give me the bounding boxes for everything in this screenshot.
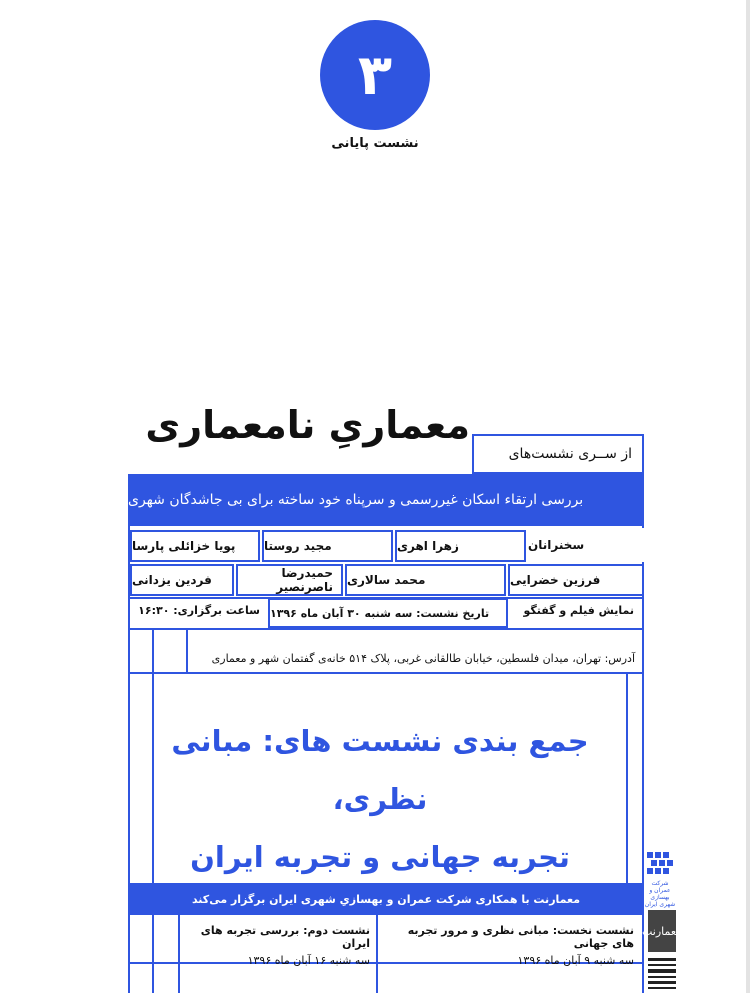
address: آدرس: تهران، میدان فلسطین، خیابان طالقانی غربی، پلاک ۵۱۴ خانه‌ی گفتمان شهر و معماری [211, 652, 635, 665]
memarnet-logo: معمارنت [648, 910, 676, 952]
divider [128, 672, 644, 674]
collaboration-text: معمارنت با همکاری شرکت عمران و بهسازیِ شهری ایران برگزار می‌کند [191, 892, 581, 906]
session-2-date: سه شنبه ۱۶ آبان ماه ۱۳۹۶ [247, 954, 370, 967]
session-label: نشست پایانی [331, 136, 419, 151]
session-number-badge [320, 20, 430, 130]
grid-logo-icon [643, 850, 677, 878]
session-2 [184, 924, 370, 967]
headline-line1: جمع بندی نشست های: مبانی نظری، [171, 724, 589, 816]
headline [134, 712, 626, 886]
page-edge [746, 0, 750, 993]
divider [376, 915, 378, 993]
speaker-cell: پویا خزائلی پارسا [130, 530, 260, 562]
subtitle-bar [128, 474, 644, 526]
session-1 [384, 924, 634, 967]
headline-line2: تجربه جهانی و تجربه ایران [190, 840, 570, 874]
divider [186, 628, 188, 672]
divider [152, 915, 154, 993]
series-label: از ســری نشست‌های [472, 434, 644, 474]
barcode-icon [648, 956, 676, 990]
divider [152, 628, 154, 672]
speaker-cell: زهرا اهری [395, 530, 526, 562]
divider [128, 628, 644, 630]
speaker-cell: محمد سالاری [345, 564, 506, 596]
speaker-cell: مجید روستا [262, 530, 393, 562]
collaboration-bar [128, 883, 644, 915]
session-1-date: سه شنبه ۹ آبان ماه ۱۳۹۶ [517, 954, 634, 967]
speaker-cell: حمیدرضا ناصرنصیر [236, 564, 343, 596]
session-number: ۳ [357, 42, 393, 108]
speaker-cell: فردین یزدانی [130, 564, 234, 596]
main-title: معماریِ نامعماری [145, 403, 470, 447]
speaker-cell: فرزین خضرایی [508, 564, 644, 596]
divider [626, 672, 628, 883]
divider [178, 915, 180, 993]
film-label: نمایش فیلم و گفتگو [523, 604, 634, 617]
session-2-title: نشست دوم: بررسی تجربه های ایران [200, 924, 370, 950]
subtitle-text: بررسی ارتقاء اسکان غیررسمی و سرپناه خود ساخته برای بی جاشدگان شهری [128, 492, 584, 508]
event-time: ساعت برگزاری: ۱۶:۳۰ [138, 604, 260, 617]
event-date: تاریخ نشست: سه شنبه ۳۰ آبان ماه ۱۳۹۶ [268, 598, 508, 628]
logo-caption: شرکت عمران و بهسازی شهری ایران [644, 880, 676, 908]
speakers-label: سخنرانان [526, 528, 644, 562]
session-1-title: نشست نخست: مبانی نظری و مرور تجربه های جهانی [407, 924, 634, 950]
